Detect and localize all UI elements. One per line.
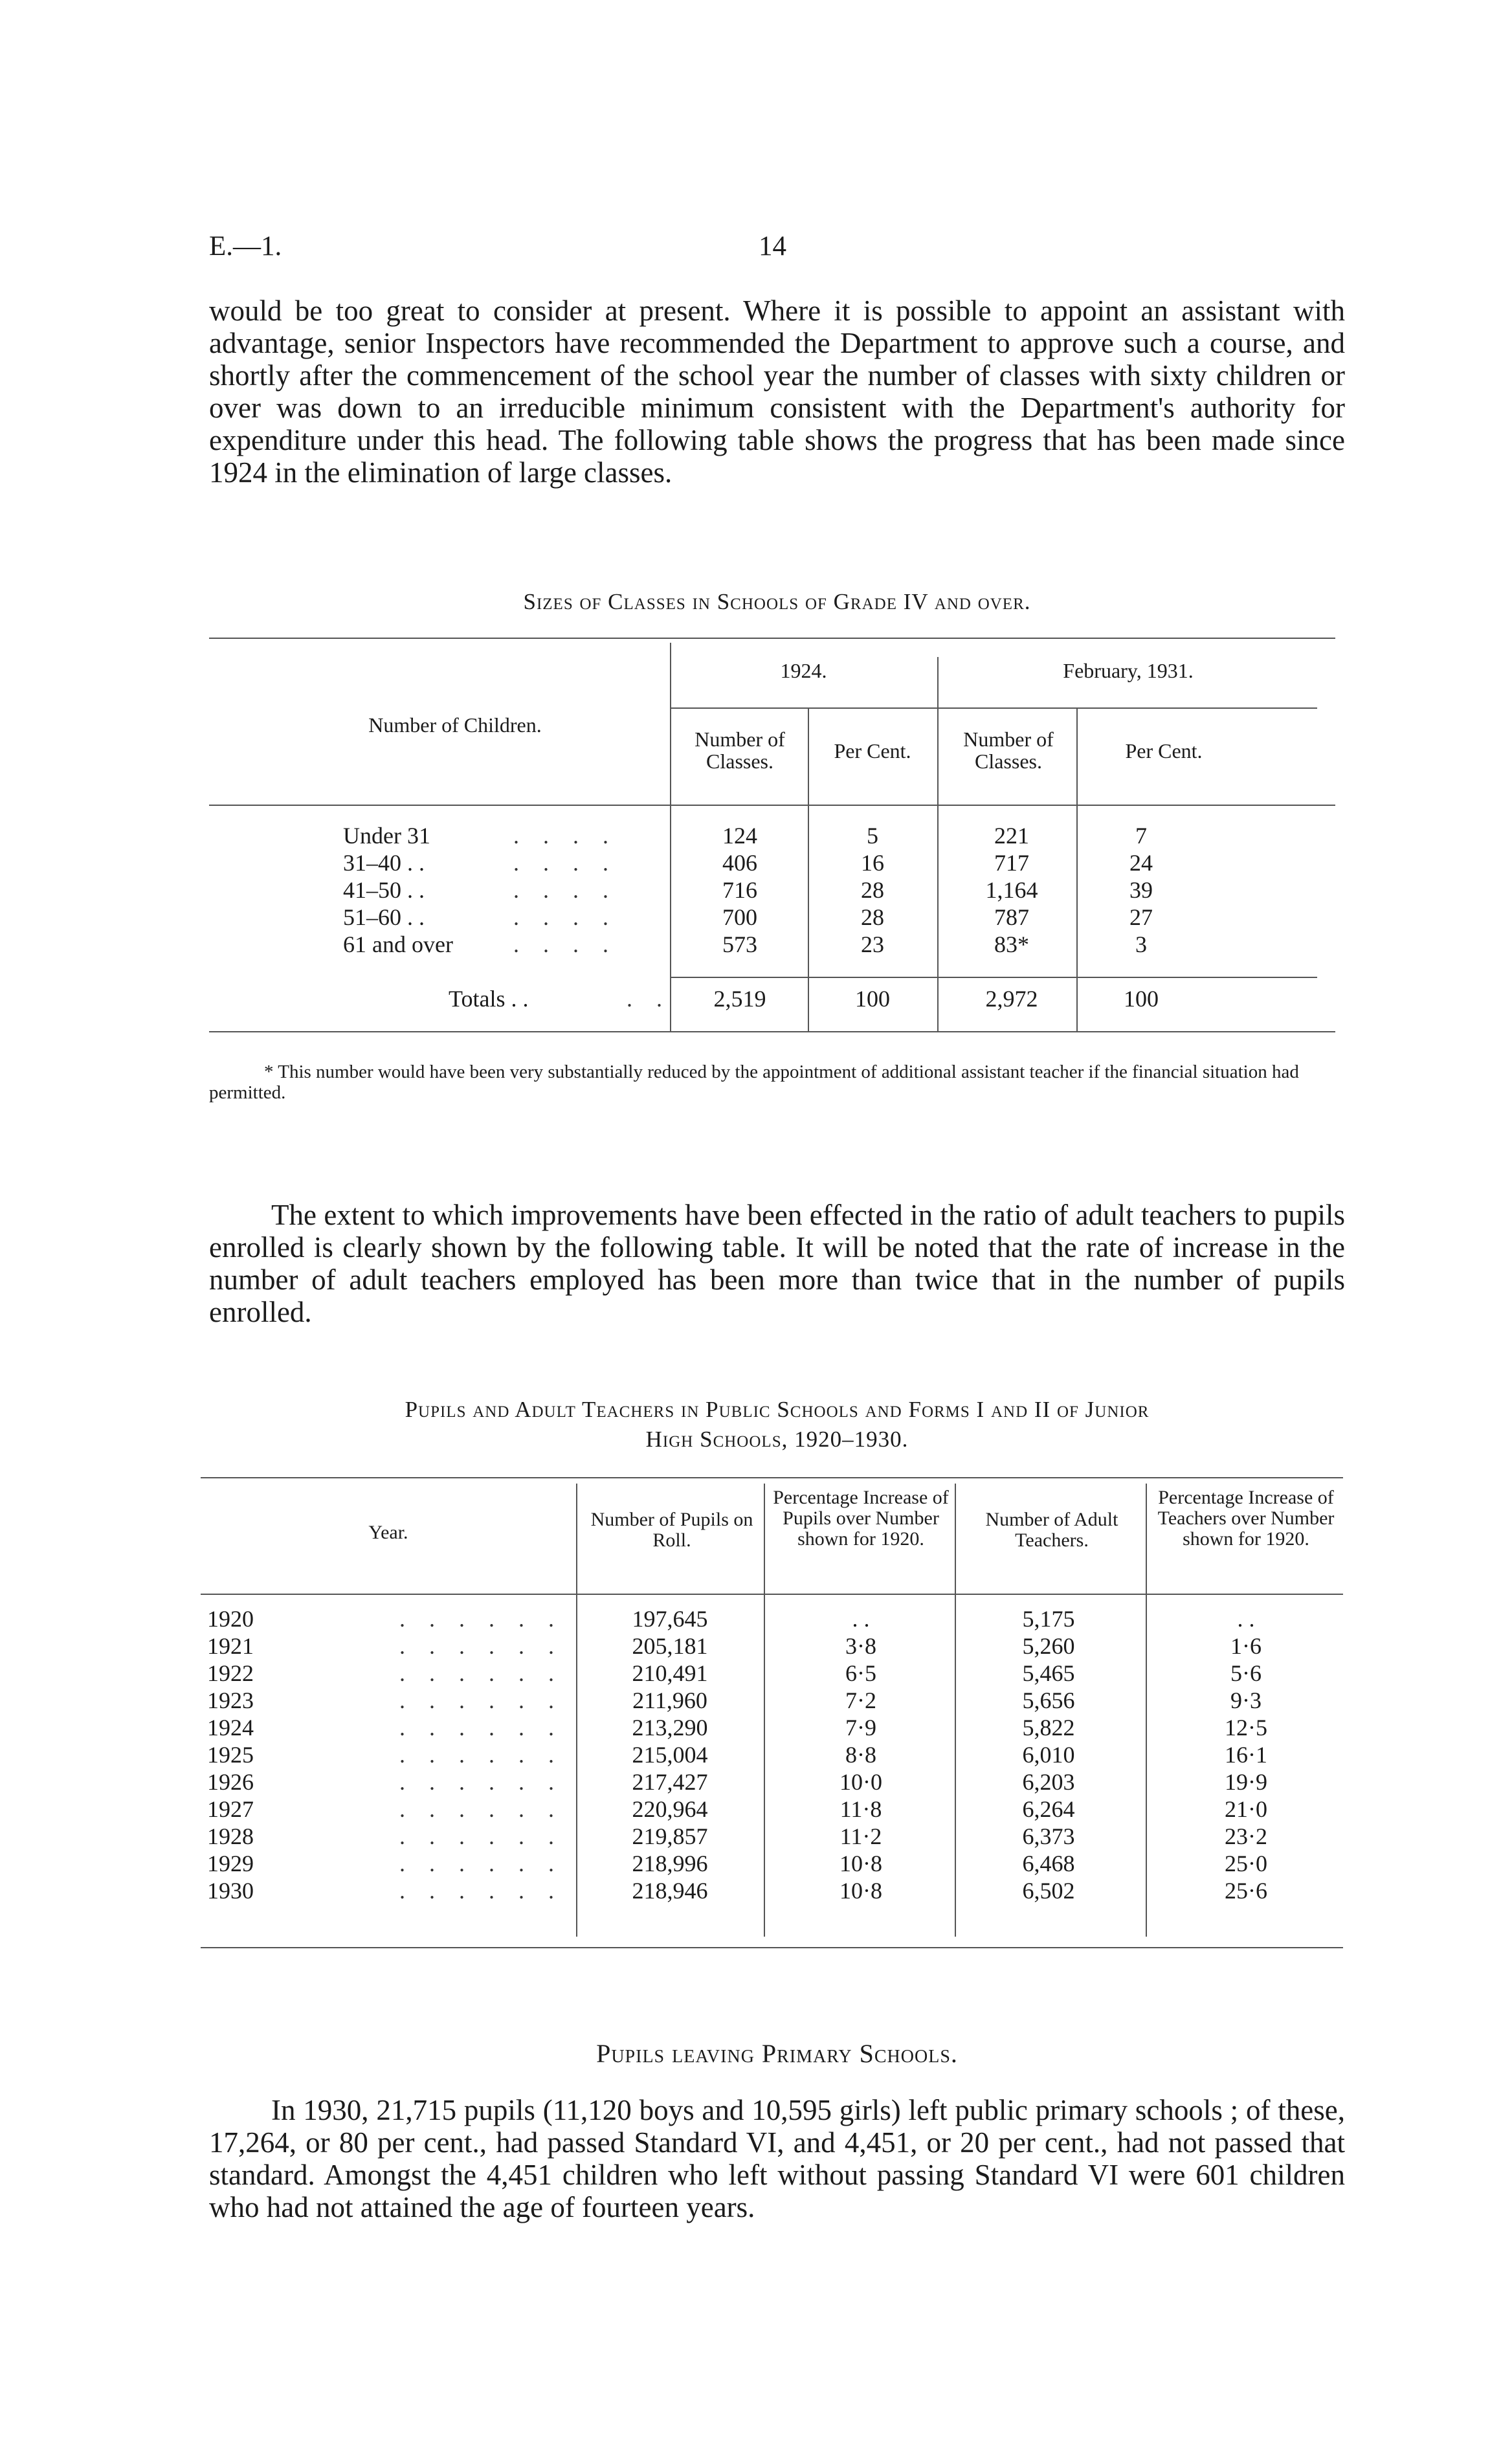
pupils-cell: 218,996 <box>632 1851 708 1876</box>
year-cell: 1925 <box>207 1742 254 1768</box>
pupils-pct-cell: 6·5 <box>845 1660 876 1686</box>
leaving-paragraph: In 1930, 21,715 pupils (11,120 boys and 10,595 girls) left public primary schools ; of these, 17,264, or 80 per cent., had passed Standard VI, and 4,451, or 20 per cent., had not passed that standard. Amongst the 4,451 children who left without passing Standard VI were 601 children who had not attained the age of fourteen years. <box>209 2094 1345 2223</box>
classes-1931: 787 <box>994 904 1029 930</box>
table-rule <box>209 805 1335 806</box>
percent-1924: 23 <box>861 931 884 957</box>
teachers-pct-cell: 25·6 <box>1225 1878 1267 1904</box>
teachers-cell: 6,373 <box>1022 1823 1075 1849</box>
leader-dots: . . . . . . <box>399 1796 563 1822</box>
column-header-classes-1924: Number of Classes. <box>695 728 785 773</box>
total-classes-1924: 2,519 <box>713 986 766 1012</box>
teachers-cell: 6,502 <box>1022 1878 1075 1904</box>
teachers-pct-cell: 21·0 <box>1225 1796 1267 1822</box>
percent-1931: 27 <box>1129 904 1153 930</box>
pupils-pct-cell: 10·8 <box>839 1851 882 1876</box>
percent-1924: 28 <box>861 877 884 903</box>
pupils-pct-cell: 10·8 <box>839 1878 882 1904</box>
teachers-cell: 5,822 <box>1022 1715 1075 1741</box>
teachers-pct-cell: 16·1 <box>1225 1742 1267 1768</box>
caption-line: High Schools, 1920–1930. <box>645 1427 909 1452</box>
column-header-percent-1924: Per Cent. <box>834 739 911 762</box>
pupils-cell: 220,964 <box>632 1796 708 1822</box>
year-cell: 1923 <box>207 1687 254 1713</box>
teachers-cell: 5,175 <box>1022 1606 1075 1632</box>
table-rule <box>670 707 1317 709</box>
teachers-pct-cell: 1·6 <box>1230 1633 1262 1659</box>
pupils-cell: 213,290 <box>632 1715 708 1741</box>
page-number: 14 <box>759 231 786 261</box>
column-header-teachers: Number of Adult Teachers. <box>985 1509 1118 1551</box>
table-row <box>201 1796 1343 1823</box>
leader-dots: . . . . . . <box>399 1742 563 1768</box>
table-rule <box>201 1594 1343 1595</box>
classes-1931: 717 <box>994 850 1029 876</box>
percent-1924: 16 <box>861 850 884 876</box>
footnote: * This number would have been very substantially reduced by the appointment of additional assistant teacher if the financial situation had permitted. <box>209 1062 1299 1103</box>
pupils-pct-cell: 11·2 <box>839 1823 882 1849</box>
teachers-pct-cell: 23·2 <box>1225 1823 1267 1849</box>
classes-1924: 406 <box>722 850 757 876</box>
pupils-cell: 197,645 <box>632 1606 708 1632</box>
leader-dots: . . . . . . <box>399 1715 563 1741</box>
classes-1931: 1,164 <box>985 877 1038 903</box>
total-percent-1924: 100 <box>855 986 890 1012</box>
table-row <box>201 1768 1343 1796</box>
year-cell: 1922 <box>207 1660 254 1686</box>
pupils-pct-cell: 11·8 <box>839 1796 882 1822</box>
percent-1931: 39 <box>1129 877 1153 903</box>
pupils-pct-cell: 7·9 <box>845 1715 876 1741</box>
pupils-teachers-table <box>201 1469 1343 1961</box>
caption-line: Pupils and Adult Teachers in Public Schools and Forms I and II of Junior <box>405 1397 1150 1422</box>
pupils-cell: 217,427 <box>632 1769 708 1795</box>
class-sizes-table-caption: Sizes of Classes in Schools of Grade IV and over. <box>523 589 1031 614</box>
year-cell: 1921 <box>207 1633 254 1659</box>
year-cell: 1929 <box>207 1851 254 1876</box>
classes-1924: 716 <box>722 877 757 903</box>
table-rule <box>937 657 939 1031</box>
teachers-pct-cell: 5·6 <box>1230 1660 1262 1686</box>
year-cell: 1924 <box>207 1715 254 1741</box>
leader-dots: . . . . . . <box>399 1660 563 1686</box>
leader-dots: . . . . <box>513 904 617 930</box>
table-row <box>201 1823 1343 1850</box>
row-label: Under 31 <box>343 823 430 849</box>
group-header-1924: 1924. <box>780 659 827 682</box>
totals-label: Totals . . <box>449 986 529 1012</box>
leader-dots: . . . . . . <box>399 1687 563 1713</box>
teachers-pct-cell: . . <box>1237 1606 1255 1632</box>
leader-dots: . . . . <box>513 823 617 849</box>
pupils-pct-cell: . . <box>852 1606 870 1632</box>
leader-dots: . . . . . . <box>399 1606 563 1632</box>
percent-1931: 24 <box>1129 850 1153 876</box>
report-code: E.—1. <box>209 231 282 261</box>
table-row <box>201 1632 1343 1660</box>
table-rule <box>670 643 671 1031</box>
percent-1931: 7 <box>1135 823 1147 849</box>
pupils-cell: 215,004 <box>632 1742 708 1768</box>
pupils-pct-cell: 10·0 <box>839 1769 882 1795</box>
leader-dots: . . <box>627 986 671 1012</box>
column-header-teachers-pct: Percentage Increase of Teachers over Number shown for 1920. <box>1157 1487 1335 1550</box>
teachers-cell: 6,468 <box>1022 1851 1075 1876</box>
total-classes-1931: 2,972 <box>985 986 1038 1012</box>
teachers-cell: 6,010 <box>1022 1742 1075 1768</box>
teachers-cell: 5,465 <box>1022 1660 1075 1686</box>
teachers-pct-cell: 25·0 <box>1225 1851 1267 1876</box>
column-header-classes-1931: Number of Classes. <box>963 728 1054 773</box>
column-header-year: Year. <box>368 1522 408 1543</box>
table-row <box>201 1877 1343 1904</box>
pupils-cell: 218,946 <box>632 1878 708 1904</box>
teachers-cell: 5,656 <box>1022 1687 1075 1713</box>
classes-1924: 124 <box>722 823 757 849</box>
teachers-pct-cell: 12·5 <box>1225 1715 1267 1741</box>
table-row <box>201 1850 1343 1877</box>
year-cell: 1927 <box>207 1796 254 1822</box>
class-sizes-table <box>209 638 1335 1034</box>
total-percent-1931: 100 <box>1124 986 1159 1012</box>
classes-1931: 83* <box>994 931 1029 957</box>
teachers-pct-cell: 19·9 <box>1225 1769 1267 1795</box>
column-header-children: Number of Children. <box>368 713 542 737</box>
percent-1924: 28 <box>861 904 884 930</box>
percent-1931: 3 <box>1135 931 1147 957</box>
classes-1924: 700 <box>722 904 757 930</box>
year-cell: 1920 <box>207 1606 254 1632</box>
year-cell: 1926 <box>207 1769 254 1795</box>
pupils-pct-cell: 3·8 <box>845 1633 876 1659</box>
table-rule <box>209 1031 1335 1032</box>
leader-dots: . . . . . . <box>399 1851 563 1876</box>
year-cell: 1928 <box>207 1823 254 1849</box>
classes-1924: 573 <box>722 931 757 957</box>
pupils-pct-cell: 8·8 <box>845 1742 876 1768</box>
leader-dots: . . . . <box>513 877 617 903</box>
table-row <box>201 1741 1343 1768</box>
table-rule <box>209 638 1335 639</box>
leader-dots: . . . . . . <box>399 1769 563 1795</box>
table-row <box>201 1714 1343 1741</box>
table-rule <box>201 1477 1343 1478</box>
leader-dots: . . . . . . <box>399 1633 563 1659</box>
leader-dots: . . . . <box>513 850 617 876</box>
teachers-cell: 5,260 <box>1022 1633 1075 1659</box>
section-heading: Pupils leaving Primary Schools. <box>596 2039 958 2068</box>
percent-1924: 5 <box>867 823 878 849</box>
leader-dots: . . . . . . <box>399 1823 563 1849</box>
row-label: 41–50 . . <box>343 877 425 903</box>
table-row <box>201 1687 1343 1714</box>
pupils-cell: 205,181 <box>632 1633 708 1659</box>
table-rule <box>670 977 1317 978</box>
row-label: 31–40 . . <box>343 850 425 876</box>
year-cell: 1930 <box>207 1878 254 1904</box>
row-label: 51–60 . . <box>343 904 425 930</box>
pupils-cell: 211,960 <box>632 1687 707 1713</box>
table-rule <box>201 1947 1343 1948</box>
column-header-pupils: Number of Pupils on Roll. <box>590 1509 753 1551</box>
teachers-cell: 6,264 <box>1022 1796 1075 1822</box>
pupils-pct-cell: 7·2 <box>845 1687 876 1713</box>
group-header-1931: February, 1931. <box>1063 659 1194 682</box>
leader-dots: . . . . . . <box>399 1878 563 1904</box>
column-header-pupils-pct: Percentage Increase of Pupils over Number shown for 1920. <box>773 1487 949 1550</box>
intro-paragraph: would be too great to consider at present. Where it is possible to appoint an assistant with advantage, senior Inspectors have recommended the Department to approve such a course, and shortly after the commencement of the school year the number of classes with sixty children or over was down to an irreducible minimum consistent with the Department's authority for expenditure under this head. The following table shows the progress that has been made since 1924 in the elimination of large classes. <box>209 295 1345 489</box>
leader-dots: . . . . <box>513 931 617 957</box>
teachers-cell: 6,203 <box>1022 1769 1075 1795</box>
ratio-paragraph: The extent to which improvements have been effected in the ratio of adult teachers to pupils enrolled is clearly shown by the following table. It will be noted that the rate of increase in the number of adult teachers employed has been more than twice that in the number of pupils enrolled. <box>209 1199 1345 1328</box>
pupils-cell: 210,491 <box>632 1660 708 1686</box>
column-header-percent-1931: Per Cent. <box>1125 739 1203 762</box>
pupils-teachers-table-caption <box>209 1395 1345 1454</box>
teachers-pct-cell: 9·3 <box>1230 1687 1262 1713</box>
pupils-cell: 219,857 <box>632 1823 708 1849</box>
row-label: 61 and over <box>343 931 453 957</box>
table-row <box>201 1660 1343 1687</box>
table-row <box>201 1605 1343 1632</box>
classes-1931: 221 <box>994 823 1029 849</box>
